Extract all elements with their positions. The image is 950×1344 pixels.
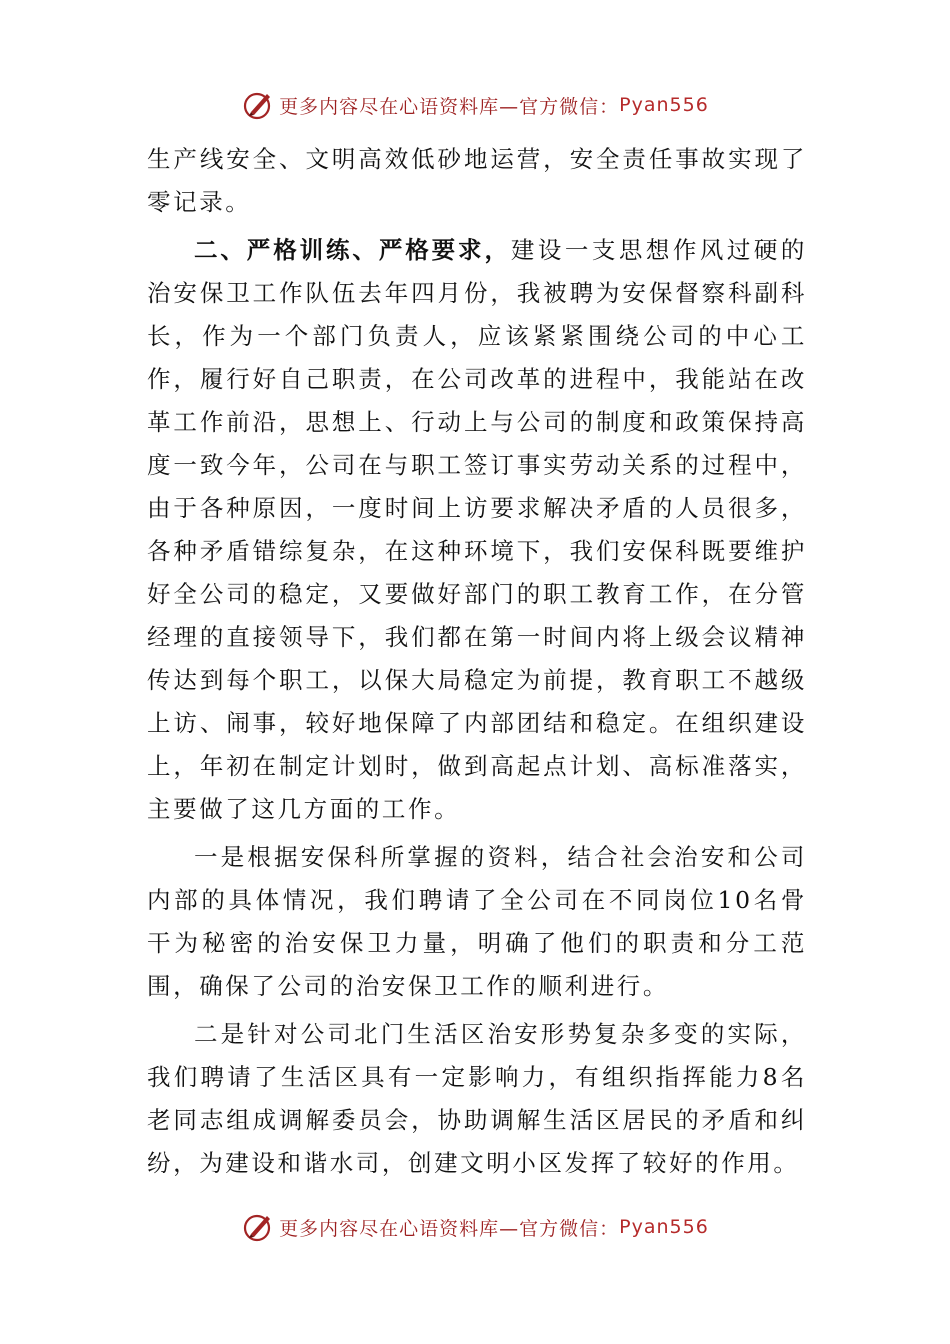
paragraph-2: [147, 229, 807, 831]
pen-logo-icon: [241, 88, 275, 122]
paragraph-4: 二是针对公司北门生活区治安形势复杂多变的实际，我们聘请了生活区具有一定影响力，有组织指挥能力8名老同志组成调解委员会，协助调解生活区居民的矛盾和纠纷，为建设和谐水司，创建文明小区发挥了较好的作用。: [147, 1020, 807, 1177]
footer-watermark: [0, 1210, 950, 1244]
watermark-text: 更多内容尽在心语资料库—官方微信：: [279, 1217, 620, 1240]
paragraph-1: 生产线安全、文明高效低砂地运营，安全责任事故实现了零记录。: [147, 145, 807, 216]
paragraph-2-body: 建设一支思想作风过硬的治安保卫工作队伍去年四月份，我被聘为安保督察科副科长，作为一个部门负责人，应该紧紧围绕公司的中心工作，履行好自己职责，在公司改革的进程中，我能站在改革工作前沿，思想上、行动上与公司的制度和政策保持高度一致今年，公司在与职工签订事实劳动关系的过程中，由于各种原因，一度时间上访要求解决矛盾的人员很多，各种矛盾错综复杂，在这种环境下，我们安保科既要维护好全公司的稳定，又要做好部门的职工教育工作，在分管经理的直接领导下，我们都在第一时间内将上级会议精神传达到每个职工，以保大局稳定为前提，教育职工不越级上访、闹事，较好地保障了内部团结和稳定。在组织建设上，年初在制定计划时，做到高起点计划、高标准落实，主要做了这几方面的工作。: [147, 236, 808, 823]
section-heading: 二、严格训练、严格要求，: [194, 236, 511, 264]
wechat-id: Pyan556: [619, 1216, 709, 1238]
document-body: [147, 138, 807, 1185]
watermark-text: 更多内容尽在心语资料库—官方微信：: [279, 95, 620, 118]
wechat-id: Pyan556: [619, 94, 709, 116]
paragraph-3: 一是根据安保科所掌握的资料，结合社会治安和公司内部的具体情况，我们聘请了全公司在不同岗位10名骨干为秘密的治安保卫力量，明确了他们的职责和分工范围，确保了公司的治安保卫工作的顺利进行。: [147, 843, 807, 1000]
header-watermark: [0, 88, 950, 122]
pen-logo-icon: [241, 1210, 275, 1244]
